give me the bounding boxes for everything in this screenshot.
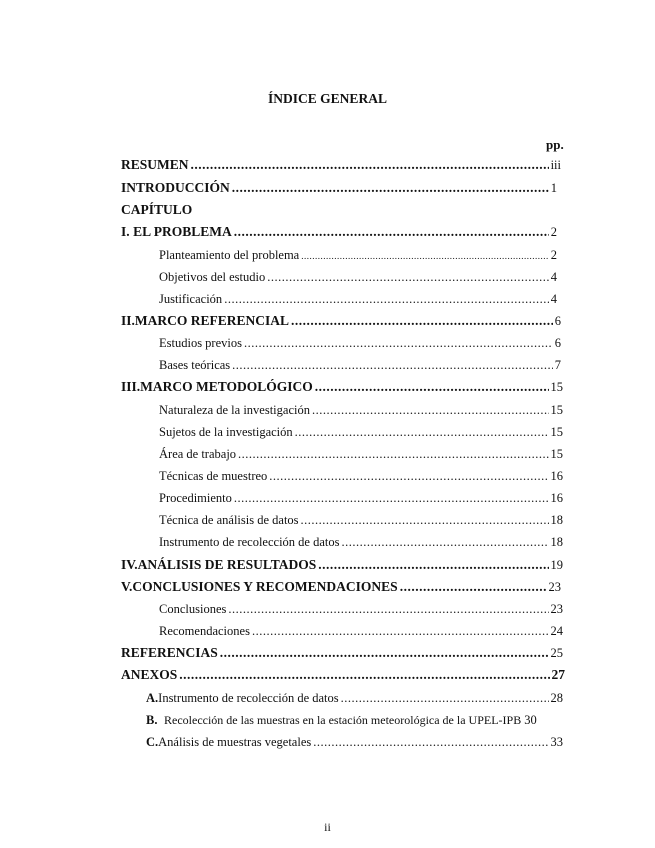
leader-dots — [318, 555, 548, 575]
leader-dots — [238, 444, 548, 464]
toc-entry-label: Objetivos del estudio — [159, 270, 266, 284]
toc-entry-label: Sujetos de la investigación — [159, 425, 293, 439]
leader-dots — [232, 355, 553, 375]
toc-entry-label: Instrumento de recolección de datos — [159, 535, 340, 549]
leader-dots — [301, 246, 549, 266]
toc-entry-label: EL PROBLEMA — [133, 224, 232, 239]
toc-entry-page: 2 — [550, 225, 557, 239]
toc-entry-number: B. — [146, 713, 158, 727]
toc-entry-label: CONCLUSIONES Y RECOMENDACIONES — [132, 579, 398, 594]
toc-entry-instrumento[interactable] — [159, 532, 563, 552]
toc-entry-label: Justificación — [159, 292, 223, 306]
toc-entry-page: 2 — [550, 248, 557, 262]
toc-entry-label: Instrumento de recolección de datos — [158, 691, 339, 705]
toc-entry-el-problema[interactable] — [121, 222, 557, 242]
leader-dots — [312, 400, 549, 420]
toc-entry-anexos[interactable] — [121, 665, 565, 685]
toc-entry-label: Recomendaciones — [159, 624, 250, 638]
leader-dots — [224, 289, 549, 309]
toc-entry-number: I. — [121, 224, 130, 239]
toc-entry-page: 7 — [554, 358, 561, 372]
toc-entry-recomendaciones[interactable] — [159, 621, 563, 641]
toc-entry-page: 6 — [554, 336, 561, 350]
leader-dots — [252, 621, 549, 641]
leader-dots — [400, 577, 547, 597]
toc-entry-label: ANÁLISIS DE RESULTADOS — [137, 557, 317, 572]
toc-entry-page: 28 — [550, 691, 563, 705]
leader-dots — [267, 267, 549, 287]
leader-dots — [179, 665, 549, 685]
leader-dots — [220, 643, 549, 663]
toc-entry-objetivos[interactable] — [159, 267, 557, 287]
toc-entry-tecnicas-muestreo[interactable] — [159, 466, 563, 486]
toc-entry-label: Procedimiento — [159, 491, 232, 505]
toc-entry-anexo-a[interactable] — [146, 688, 563, 708]
toc-entry-marco-metodologico[interactable] — [121, 377, 563, 397]
leader-dots — [228, 599, 548, 619]
toc-entry-label: Naturaleza de la investigación — [159, 403, 310, 417]
leader-dots — [232, 178, 549, 198]
toc-entry-number: III. — [121, 379, 141, 394]
toc-entry-area-trabajo[interactable] — [159, 444, 563, 464]
toc-entry-page: 27 — [551, 667, 565, 682]
toc-entry-anexo-c[interactable] — [146, 732, 563, 752]
leader-dots — [244, 333, 553, 353]
toc-entry-referencias[interactable] — [121, 643, 563, 663]
toc-entry-label: ANEXOS — [121, 667, 178, 682]
toc-entry-conclusiones-recomendaciones[interactable] — [121, 577, 561, 597]
toc-entry-page: 24 — [550, 624, 563, 638]
toc-entry-label: Análisis de muestras vegetales — [158, 735, 312, 749]
leader-dots — [234, 222, 549, 242]
toc-entry-page: 15 — [550, 403, 563, 417]
toc-entry-planteamiento[interactable] — [159, 245, 557, 265]
toc-entry-estudios-previos[interactable] — [159, 333, 561, 353]
toc-entry-label: Conclusiones — [159, 602, 227, 616]
toc-entry-page: 6 — [554, 314, 561, 328]
toc-entry-page: 19 — [550, 558, 563, 572]
leader-dots — [301, 510, 549, 530]
leader-dots — [313, 732, 548, 752]
toc-entry-label: CAPÍTULO — [121, 202, 193, 217]
toc-entry-tecnica-analisis[interactable] — [159, 510, 563, 530]
toc-entry-label: Estudios previos — [159, 336, 242, 350]
leader-dots — [191, 155, 549, 175]
toc-entry-procedimiento[interactable] — [159, 488, 563, 508]
toc-entry-label: Recolección de las muestras en la estación meteorológica de la UPEL-IPB — [164, 713, 522, 727]
toc-entry-page: 16 — [550, 469, 563, 483]
toc-entry-page: 4 — [550, 270, 557, 284]
toc-entry-page: 23 — [550, 602, 563, 616]
toc-entry-label: Bases teóricas — [159, 358, 231, 372]
leader-dots — [342, 532, 549, 552]
toc-entry-page: 15 — [550, 425, 563, 439]
toc-entry-page: 18 — [550, 535, 563, 549]
toc-entry-marco-referencial[interactable] — [121, 311, 561, 331]
toc-entry-page: 30 — [524, 713, 537, 727]
toc-entry-page: 4 — [550, 292, 557, 306]
page-footer-number: ii — [324, 820, 331, 834]
toc-entry-anexo-b[interactable] — [146, 710, 563, 730]
chapter-heading — [121, 200, 192, 220]
page-column-header: pp. — [546, 137, 564, 152]
toc-entry-label: Área de trabajo — [159, 447, 237, 461]
toc-entry-page: 25 — [550, 646, 563, 660]
leader-dots — [295, 422, 549, 442]
toc-entry-label: INTRODUCCIÓN — [121, 180, 230, 195]
toc-entry-page: 15 — [550, 380, 563, 394]
toc-entry-label: RESUMEN — [121, 157, 189, 172]
toc-entry-conclusiones[interactable] — [159, 599, 563, 619]
toc-entry-introduccion[interactable] — [121, 178, 557, 198]
toc-entry-resumen[interactable] — [121, 155, 561, 175]
toc-entry-page: 23 — [548, 580, 561, 594]
toc-entry-naturaleza[interactable] — [159, 400, 563, 420]
toc-entry-number: C. — [146, 735, 159, 749]
toc-entry-page: 16 — [550, 491, 563, 505]
toc-entry-number: IV. — [121, 557, 138, 572]
leader-dots — [341, 688, 549, 708]
leader-dots — [269, 466, 548, 486]
toc-entry-label: Técnicas de muestreo — [159, 469, 268, 483]
toc-entry-label: MARCO REFERENCIAL — [134, 313, 290, 328]
toc-entry-label: REFERENCIAS — [121, 645, 218, 660]
toc-entry-page: iii — [550, 158, 561, 172]
toc-entry-number: V. — [121, 579, 133, 594]
leader-dots — [291, 311, 553, 331]
toc-entry-page: 15 — [550, 447, 563, 461]
toc-entry-page: 18 — [550, 513, 563, 527]
toc-entry-number: II. — [121, 313, 135, 328]
toc-entry-page: 33 — [550, 735, 563, 749]
toc-entry-label: Técnica de análisis de datos — [159, 513, 299, 527]
leader-dots — [234, 488, 549, 508]
toc-entry-analisis-resultados[interactable] — [121, 555, 563, 575]
toc-entry-page: 1 — [550, 181, 557, 195]
index-title: ÍNDICE GENERAL — [268, 91, 387, 106]
toc-entry-sujetos[interactable] — [159, 422, 563, 442]
toc-entry-label: Planteamiento del problema — [159, 248, 300, 262]
leader-dots — [315, 377, 549, 397]
toc-entry-justificacion[interactable] — [159, 289, 557, 309]
toc-entry-bases-teoricas[interactable] — [159, 355, 561, 375]
toc-entry-label: MARCO METODOLÓGICO — [140, 379, 313, 394]
toc-entry-number: A. — [146, 691, 159, 705]
